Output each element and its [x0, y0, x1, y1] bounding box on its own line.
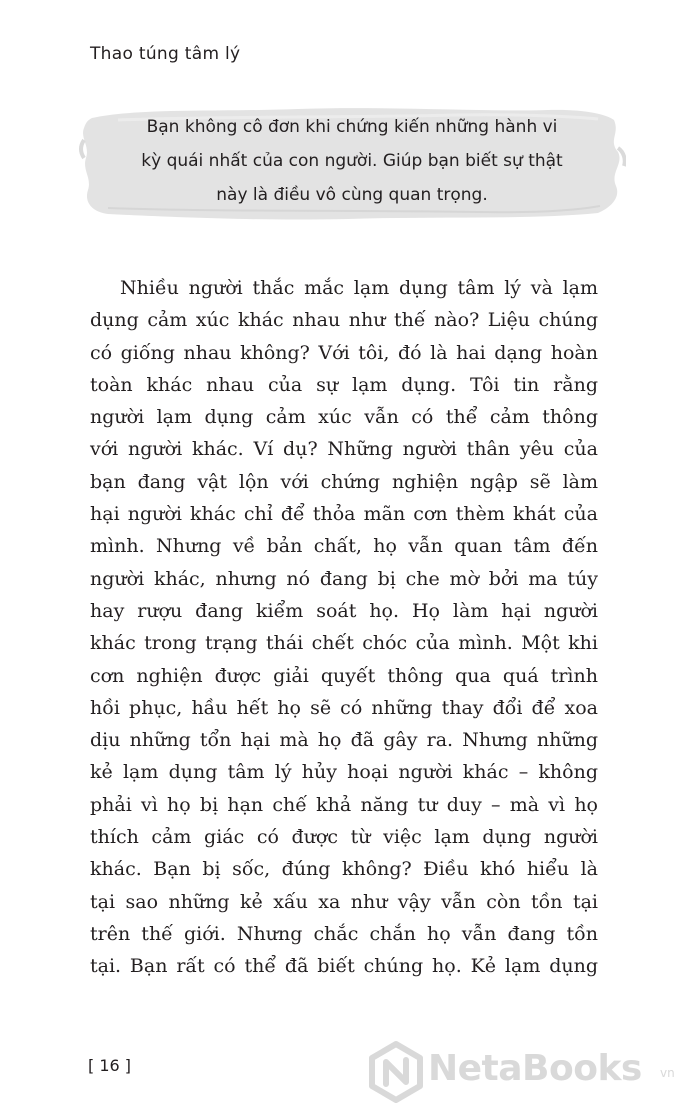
body-line: hại người khác chỉ để thỏa mãn cơn thèm khát của [90, 503, 598, 526]
body-line: mình. Nhưng về bản chất, họ vẫn quan tâm đến [90, 535, 598, 558]
body-line: trên thế giới. Nhưng chắc chắn họ vẫn đang tồn [90, 922, 598, 945]
page-number: [ 16 ] [88, 1056, 132, 1075]
body-line: hồi phục, hầu hết họ sẽ có những thay đổi để xoa [90, 696, 598, 719]
body-line: với người khác. Ví dụ? Những người thân yêu của [90, 438, 598, 461]
callout-box [78, 100, 626, 226]
callout-line: kỳ quái nhất của con người. Giúp bạn biết sự thật [141, 151, 563, 171]
body-line: người lạm dụng cảm xúc vẫn có thể cảm thông [90, 406, 598, 429]
watermark [368, 1040, 688, 1104]
body-line: khác trong trạng thái chết chóc của mình. Một khi [90, 632, 598, 655]
callout-line: Bạn không cô đơn khi chứng kiến những hành vi [146, 117, 558, 137]
body-line: tại. Bạn rất có thể đã biết chúng họ. Kẻ lạm dụng [90, 955, 598, 978]
netabooks-logo-icon [368, 1040, 424, 1104]
body-line: có giống nhau không? Với tôi, đó là hai dạng hoàn [90, 341, 598, 364]
body-line: kẻ lạm dụng tâm lý hủy hoại người khác – không [90, 761, 598, 784]
body-line: toàn khác nhau của sự lạm dụng. Tôi tin rằng [90, 373, 598, 396]
body-line: tại sao những kẻ xấu xa như vậy vẫn còn tồn tại [90, 890, 598, 913]
running-head: Thao túng tâm lý [90, 44, 241, 64]
watermark-brand: NetaBooks [428, 1048, 642, 1089]
body-line: thích cảm giác có được từ việc lạm dụng người [90, 826, 598, 849]
body-line: phải vì họ bị hạn chế khả năng tư duy – mà vì họ [90, 793, 598, 816]
callout-text [78, 110, 626, 212]
watermark-suffix: vn [660, 1066, 675, 1080]
body-line: Nhiều người thắc mắc lạm dụng tâm lý và lạm [120, 277, 598, 299]
callout-line: này là điều vô cùng quan trọng. [216, 185, 488, 205]
body-line: cơn nghiện được giải quyết thông qua quá trình [90, 664, 598, 687]
body-line: khác. Bạn bị sốc, đúng không? Điều khó hiểu là [90, 858, 598, 881]
body-paragraph [90, 272, 598, 983]
body-line: dịu những tổn hại mà họ đã gây ra. Nhưng những [90, 729, 598, 752]
body-line: bạn đang vật lộn với chứng nghiện ngập sẽ làm [90, 470, 598, 493]
body-line: hay rượu đang kiểm soát họ. Họ làm hại người [90, 599, 598, 622]
body-line: dụng cảm xúc khác nhau như thế nào? Liệu chúng [90, 309, 598, 332]
body-line: người khác, nhưng nó đang bị che mờ bởi ma túy [90, 567, 598, 590]
